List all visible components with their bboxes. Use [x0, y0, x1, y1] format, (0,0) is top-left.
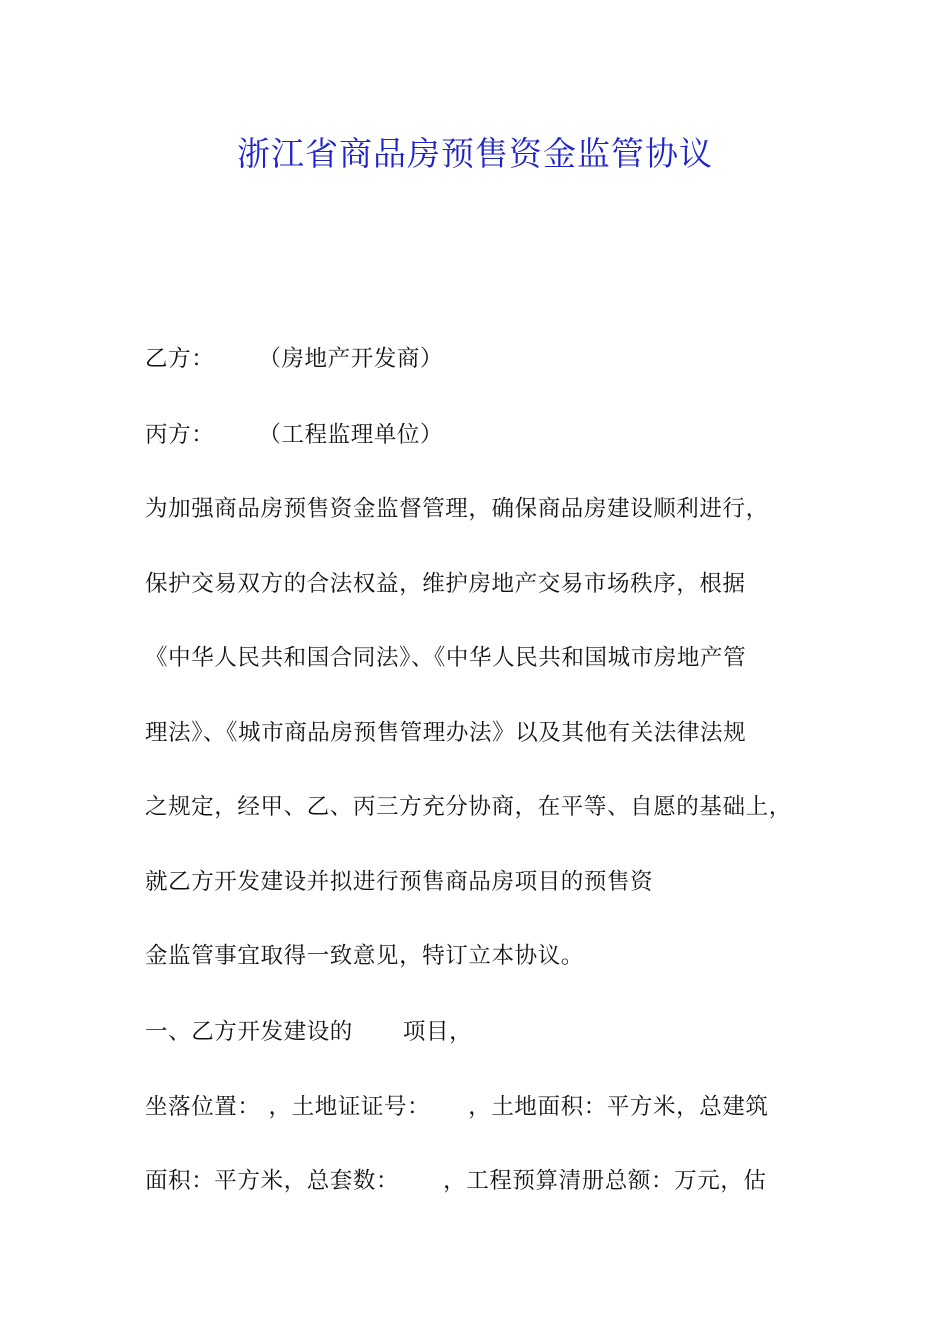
budget-label: ，工程预算清册总额：万元，估 [443, 1168, 767, 1194]
body-line: 之规定，经甲、乙、丙三方充分协商，在平等、自愿的基础上， [145, 794, 792, 820]
land-cert-label: ，土地证证号： [268, 1094, 431, 1120]
party-b-label: 乙方： [145, 346, 215, 372]
location-label: 坐落位置： [145, 1094, 261, 1120]
land-area-label: ，土地面积：平方米，总建筑 [468, 1094, 769, 1120]
body-line: 理法》、《城市商品房预售管理办法》以及其他有关法律法规 [145, 720, 747, 746]
body-line: 保护交易双方的合法权益，维护房地产交易市场秩序，根据 [145, 571, 746, 597]
document-title: 浙江省商品房预售资金监管协议 [237, 134, 713, 173]
building-area-label: 面积：平方米，总套数： [145, 1168, 400, 1194]
clause-one-text: 一、乙方开发建设的 [145, 1019, 353, 1045]
party-b-note: （房地产开发商） [258, 346, 444, 372]
area-line [145, 1166, 767, 1196]
party-b-line [145, 344, 443, 374]
party-c-label: 丙方： [145, 422, 215, 448]
clause-one-line [145, 1017, 472, 1047]
body-line: 金监管事宜取得一致意见，特订立本协议。 [145, 943, 584, 969]
body-line: 为加强商品房预售资金监督管理，确保商品房建设顺利进行， [145, 496, 769, 522]
party-c-note: （工程监理单位） [258, 422, 444, 448]
party-c-line [145, 420, 443, 450]
location-line [145, 1092, 769, 1122]
body-line: 《中华人民共和国合同法》、《中华人民共和国城市房地产管 [145, 645, 747, 671]
clause-one-suffix: 项目， [402, 1019, 473, 1045]
body-line: 就乙方开发建设并拟进行预售商品房项目的预售资 [145, 869, 654, 895]
